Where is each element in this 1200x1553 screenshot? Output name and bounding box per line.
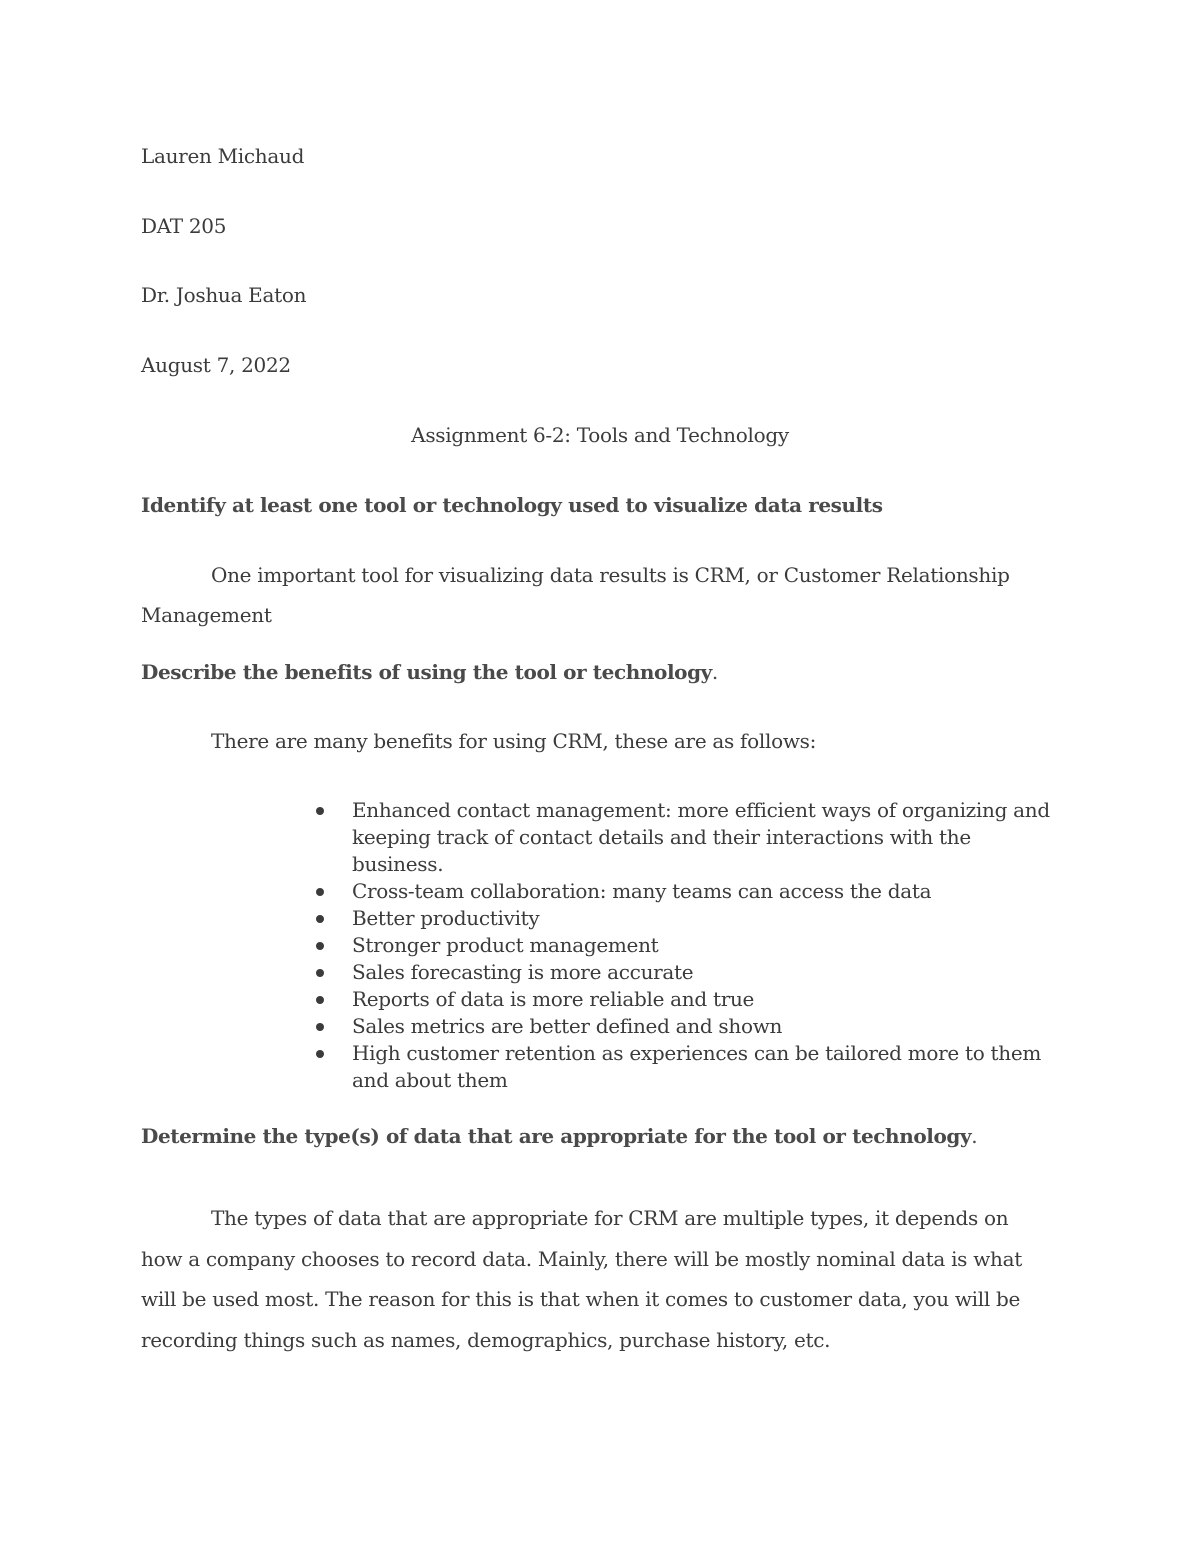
submission-date: August 7, 2022 bbox=[141, 353, 291, 377]
bullet-icon bbox=[316, 942, 324, 950]
list-item-text: Better productivity bbox=[352, 906, 540, 930]
benefits-list bbox=[310, 797, 1050, 1094]
list-item bbox=[310, 1013, 1050, 1040]
list-item bbox=[310, 878, 1050, 905]
bullet-icon bbox=[316, 1023, 324, 1031]
section3-body: The types of data that are appropriate for CRM are multiple types, it depends on how a company chooses to record data. Mainly, there will be mostly nominal data is what will be used most. The reason for this is that when it comes to customer data, you will be recording things such as names, demographics, purchase history, etc. bbox=[141, 1206, 1022, 1352]
section1-heading: Identify at least one tool or technology used to visualize data results bbox=[141, 493, 883, 517]
instructor-name: Dr. Joshua Eaton bbox=[141, 283, 307, 307]
list-item-text: Enhanced contact management: more efficient ways of organizing and keeping track of contact details and their interactions with the business. bbox=[352, 798, 1050, 876]
list-item bbox=[310, 959, 1050, 986]
bullet-icon bbox=[316, 969, 324, 977]
list-item-text: Cross-team collaboration: many teams can access the data bbox=[352, 879, 932, 903]
list-item bbox=[310, 1040, 1050, 1094]
course-code: DAT 205 bbox=[141, 214, 227, 238]
list-item bbox=[310, 986, 1050, 1013]
list-item bbox=[310, 932, 1050, 959]
author-name: Lauren Michaud bbox=[141, 144, 305, 168]
bullet-icon bbox=[316, 807, 324, 815]
section2-intro: There are many benefits for using CRM, these are as follows: bbox=[211, 729, 817, 753]
list-item-text: High customer retention as experiences can be tailored more to them and about them bbox=[352, 1041, 1042, 1092]
list-item-text: Stronger product management bbox=[352, 933, 659, 957]
document-title: Assignment 6-2: Tools and Technology bbox=[411, 423, 789, 447]
section2-heading bbox=[141, 658, 718, 686]
bullet-icon bbox=[316, 996, 324, 1004]
section3-heading bbox=[141, 1122, 977, 1150]
bullet-icon bbox=[316, 915, 324, 923]
bullet-icon bbox=[316, 1050, 324, 1058]
list-item bbox=[310, 797, 1050, 878]
section2-heading-text: Describe the benefits of using the tool or technology bbox=[141, 660, 712, 684]
section2-heading-period: . bbox=[711, 660, 718, 684]
section3-heading-period: . bbox=[971, 1124, 978, 1148]
list-item-text: Sales metrics are better defined and shown bbox=[352, 1014, 783, 1038]
bullet-icon bbox=[316, 888, 324, 896]
section1-body-line1: One important tool for visualizing data results is CRM, or Customer Relationship bbox=[211, 563, 1010, 587]
list-item bbox=[310, 905, 1050, 932]
section3-heading-text: Determine the type(s) of data that are appropriate for the tool or technology bbox=[141, 1124, 972, 1148]
list-item-text: Sales forecasting is more accurate bbox=[352, 960, 694, 984]
list-item-text: Reports of data is more reliable and true bbox=[352, 987, 755, 1011]
section1-body-line2: Management bbox=[141, 603, 272, 627]
